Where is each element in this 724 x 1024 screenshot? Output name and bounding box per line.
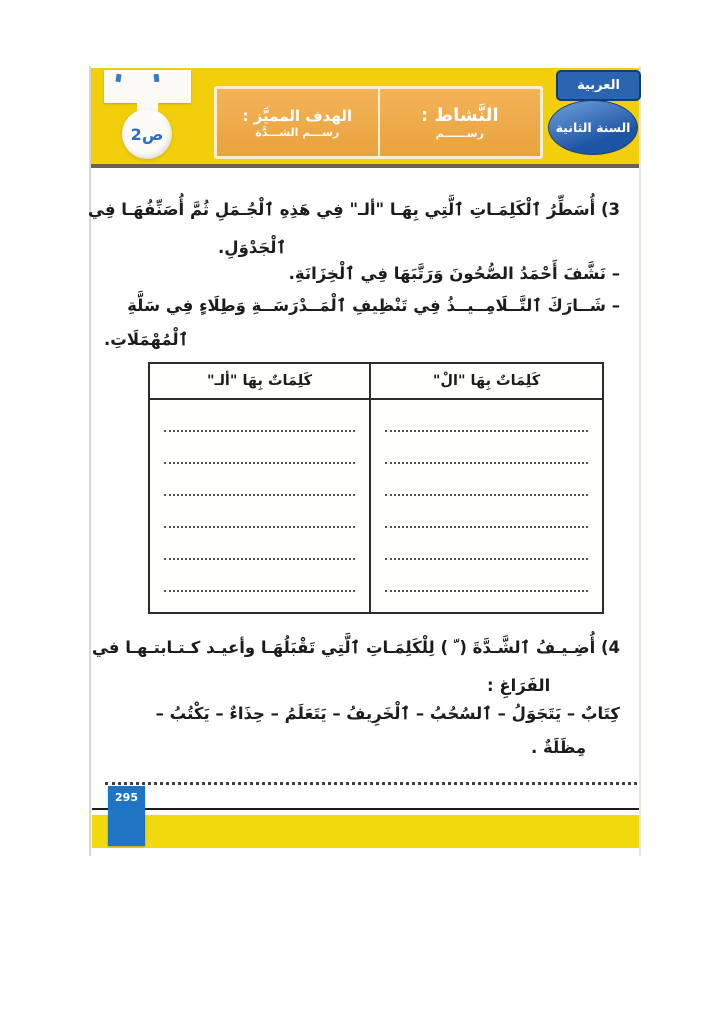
page-pin-label: ص2 — [130, 124, 164, 144]
answer-line — [385, 496, 588, 528]
answer-line — [385, 432, 588, 464]
answer-line — [385, 400, 588, 432]
answer-line — [164, 496, 355, 528]
classification-table — [148, 362, 604, 614]
activity-cell — [380, 89, 541, 156]
exercise4-line-1: 4) أُضِـيـفُ ٱلشَّـدَّةَ ( ّ ) لِلْكَلِمَـاتِ ٱلَّتِي تَقْبَلُهَـا وأعيـد كـتـابتـهـا في — [91, 638, 620, 657]
table-answer-cell-left — [150, 400, 369, 612]
exercise3-line-1: 3) أُسَطِّرُ ٱلْكَلِمَـاتِ ٱلَّتِي بِهَـا "ألـ" فِي هَذِهِ ٱلْجُـمَلِ ثُمَّ أُصَنِّفُهَـا فِي — [88, 200, 620, 219]
activity-label: النَّشاط : — [421, 104, 499, 126]
pin-tick-icon — [154, 74, 160, 82]
page-pin-tab — [104, 70, 191, 103]
table-header-right: كَلِمَاتٌ بِهَا "الْ" — [432, 373, 541, 389]
table-header-left: كَلِمَاتٌ بِهَا "ألـ" — [206, 373, 313, 389]
exercise3-sentence-2-cont: ٱلْمُهْمَلَاتِ. — [104, 330, 189, 349]
page-right-edge — [639, 66, 641, 856]
footer-rule — [92, 808, 639, 810]
table-answer-cell-right — [371, 400, 602, 612]
exercise4-word-list: كِتَابٌ – يَتَجَوَلُ – ٱلسُحُبُ – ٱلْخَرِيفُ – يَتَعَلَمُ – حِذَاءٌ – يَكْتُبُ – — [155, 704, 620, 723]
exercise4-word-list-cont: مِظَلَةٌ . — [531, 738, 587, 757]
exercise3-line-2: ٱلْجَدْوَلِ. — [218, 238, 287, 257]
exercise4-answer-line — [105, 770, 637, 785]
answer-line — [164, 432, 355, 464]
answer-line — [164, 560, 355, 592]
subject-badge-label: العربية — [577, 78, 620, 93]
answer-line — [164, 400, 355, 432]
activity-value: رســــــم — [435, 126, 484, 140]
answer-line — [164, 464, 355, 496]
footer-bar — [92, 815, 639, 848]
answer-line — [385, 560, 588, 592]
objective-value: رســـم الشـــدَّة — [255, 125, 340, 139]
info-box-divider — [378, 89, 380, 156]
page-left-edge — [89, 66, 91, 856]
grade-badge — [548, 100, 638, 155]
objective-label: الهدف المميَّز : — [242, 106, 353, 125]
page-number: 295 — [115, 791, 138, 804]
page-number-badge — [108, 786, 145, 846]
answer-line — [164, 528, 355, 560]
header-info-box — [214, 86, 543, 159]
pin-tick-icon — [115, 74, 121, 83]
objective-cell — [217, 89, 378, 156]
answer-line — [385, 528, 588, 560]
exercise4-line-2: الفَرَاغِ : — [487, 676, 551, 695]
page-pin-circle — [122, 109, 172, 159]
exercise3-sentence-1: – نَشَّفَ أَحْمَدُ الصُّحُونَ وَرَتَّبَهَا فِي ٱلْخِزَانَةِ. — [288, 264, 620, 283]
answer-line — [385, 464, 588, 496]
subject-badge — [556, 70, 641, 101]
grade-badge-label: السنة الثانية — [555, 120, 631, 135]
exercise3-sentence-2: – شَــارَكَ ٱلتَّــلَامِــيــذُ فِي تَنْظِيفِ ٱلْمَــدْرَسَــةِ وَطِلَاءٍ فِي سَلَّةِ — [127, 296, 620, 315]
